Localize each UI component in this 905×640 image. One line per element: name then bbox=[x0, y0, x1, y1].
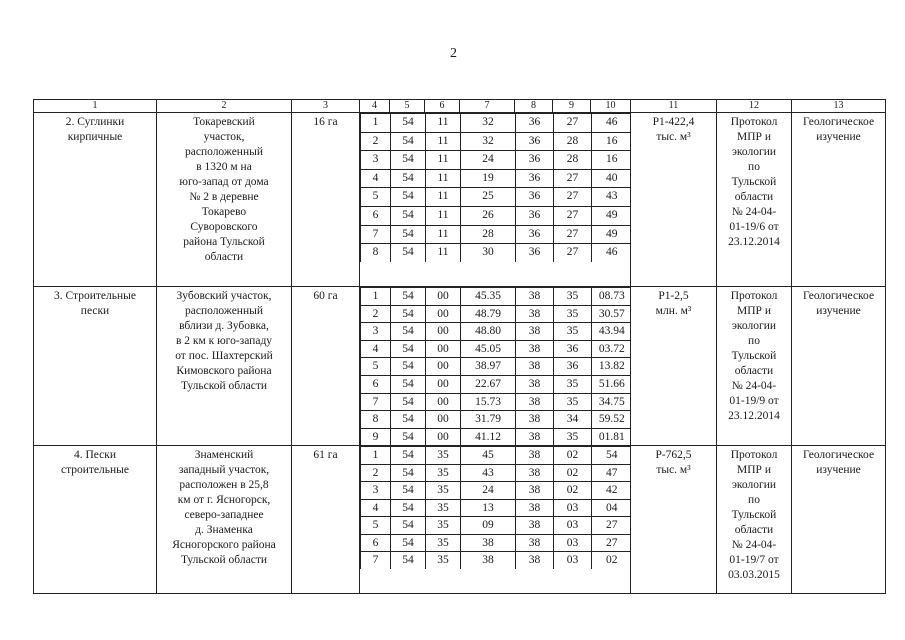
coordinate-value: 01.81 bbox=[592, 428, 631, 445]
column-number: 4 bbox=[360, 100, 390, 113]
protocol-reference-cell bbox=[717, 287, 792, 446]
coordinate-value: 00 bbox=[426, 375, 461, 393]
coordinate-row bbox=[361, 534, 631, 552]
coordinate-value: 35 bbox=[554, 375, 592, 393]
coordinate-row bbox=[361, 288, 631, 306]
coordinate-value: 38 bbox=[516, 552, 554, 569]
coordinate-value: 38 bbox=[516, 358, 554, 376]
coordinate-value: 38 bbox=[516, 534, 554, 552]
coordinate-value: 02 bbox=[554, 464, 592, 482]
coordinate-value: 38 bbox=[516, 323, 554, 341]
license-sites-table bbox=[33, 99, 886, 594]
coordinate-value: 04 bbox=[592, 499, 631, 517]
column-number-row bbox=[34, 100, 886, 113]
resources-estimate-cell bbox=[631, 446, 717, 594]
coordinate-value: 6 bbox=[361, 534, 391, 552]
protocol-reference: Протокол МПР и экологии по Тульской области № 24-04- 01-19/7 от 03.03.2015 bbox=[728, 449, 780, 582]
coordinate-value: 8 bbox=[361, 411, 391, 429]
site-area: 60 га bbox=[313, 290, 338, 302]
coordinate-value: 11 bbox=[426, 151, 461, 170]
coordinate-value: 46 bbox=[592, 244, 631, 262]
coordinate-value: 2 bbox=[361, 132, 391, 151]
column-number: 1 bbox=[34, 100, 157, 113]
coordinate-row bbox=[361, 428, 631, 445]
coordinate-value: 00 bbox=[426, 288, 461, 306]
coordinate-row bbox=[361, 358, 631, 376]
coordinate-value: 45 bbox=[461, 447, 516, 465]
coordinate-value: 38.97 bbox=[461, 358, 516, 376]
coordinate-value: 38 bbox=[516, 428, 554, 445]
corner-coordinates-table bbox=[360, 446, 631, 569]
coordinate-value: 35 bbox=[554, 393, 592, 411]
coordinate-value: 6 bbox=[361, 375, 391, 393]
mineral-type-cell bbox=[34, 113, 157, 287]
coordinate-value: 24 bbox=[461, 482, 516, 500]
coordinate-value: 32 bbox=[461, 132, 516, 151]
coordinate-value: 00 bbox=[426, 323, 461, 341]
site-location-cell bbox=[157, 287, 292, 446]
coordinate-value: 00 bbox=[426, 393, 461, 411]
resources-estimate: Р1-2,5 млн. м³ bbox=[655, 290, 692, 317]
coordinate-value: 42 bbox=[592, 482, 631, 500]
coordinate-value: 35 bbox=[554, 428, 592, 445]
coordinate-value: 36 bbox=[516, 132, 554, 151]
coordinate-value: 26 bbox=[461, 206, 516, 225]
site-area: 16 га bbox=[313, 116, 338, 128]
table-row bbox=[34, 113, 886, 287]
coordinate-value: 54 bbox=[391, 244, 426, 262]
coordinate-value: 35 bbox=[554, 323, 592, 341]
coordinate-value: 36 bbox=[516, 225, 554, 244]
coordinate-value: 11 bbox=[426, 225, 461, 244]
coordinate-value: 13.82 bbox=[592, 358, 631, 376]
corner-coordinates-table bbox=[360, 287, 631, 445]
coordinate-value: 25 bbox=[461, 188, 516, 207]
use-purpose: Геологическое изучение bbox=[802, 449, 875, 477]
coordinate-value: 35 bbox=[426, 534, 461, 552]
coordinate-row bbox=[361, 517, 631, 535]
column-number: 5 bbox=[390, 100, 425, 113]
coordinate-value: 46 bbox=[592, 114, 631, 133]
coordinate-value: 45.35 bbox=[461, 288, 516, 306]
coordinate-value: 1 bbox=[361, 288, 391, 306]
coordinate-value: 00 bbox=[426, 358, 461, 376]
coordinate-value: 54 bbox=[391, 428, 426, 445]
coordinate-value: 6 bbox=[361, 206, 391, 225]
table-body bbox=[34, 100, 886, 594]
coordinate-value: 54 bbox=[391, 188, 426, 207]
coordinate-row bbox=[361, 499, 631, 517]
coordinate-value: 36 bbox=[516, 114, 554, 133]
mineral-type: 4. Пески строительные bbox=[60, 449, 130, 477]
use-purpose-cell bbox=[792, 446, 886, 594]
site-area-cell bbox=[292, 446, 360, 594]
coordinate-value: 7 bbox=[361, 552, 391, 569]
coordinate-value: 15.73 bbox=[461, 393, 516, 411]
coordinate-value: 27 bbox=[554, 169, 592, 188]
coordinate-value: 54 bbox=[391, 552, 426, 569]
coordinate-value: 31.79 bbox=[461, 411, 516, 429]
coordinate-value: 27 bbox=[554, 244, 592, 262]
table-row bbox=[34, 287, 886, 446]
coordinate-value: 40 bbox=[592, 169, 631, 188]
coordinate-value: 36 bbox=[554, 340, 592, 358]
coordinate-value: 34 bbox=[554, 411, 592, 429]
coordinate-value: 54 bbox=[391, 151, 426, 170]
protocol-reference-cell bbox=[717, 446, 792, 594]
column-number: 10 bbox=[591, 100, 631, 113]
coordinate-value: 35 bbox=[426, 482, 461, 500]
coordinate-value: 38 bbox=[516, 464, 554, 482]
coordinate-value: 59.52 bbox=[592, 411, 631, 429]
coordinate-value: 11 bbox=[426, 114, 461, 133]
coordinate-row bbox=[361, 393, 631, 411]
coordinate-value: 36 bbox=[516, 169, 554, 188]
coordinate-value: 38 bbox=[516, 499, 554, 517]
coordinate-value: 03 bbox=[554, 499, 592, 517]
coordinate-value: 8 bbox=[361, 244, 391, 262]
coordinate-value: 38 bbox=[516, 517, 554, 535]
mineral-type-cell bbox=[34, 287, 157, 446]
coordinate-value: 30.57 bbox=[592, 305, 631, 323]
site-location: Зубовский участок, расположенный вблизи д. Зубовка, в 2 км к юго-западу от пос. Шахтерский Кимовского района Тульской области bbox=[175, 290, 273, 392]
coordinate-value: 35 bbox=[554, 305, 592, 323]
use-purpose: Геологическое изучение bbox=[802, 290, 875, 317]
coordinate-value: 09 bbox=[461, 517, 516, 535]
coordinate-value: 41.12 bbox=[461, 428, 516, 445]
coordinate-row bbox=[361, 552, 631, 569]
page-number: 2 bbox=[450, 46, 457, 61]
coordinate-value: 27 bbox=[554, 206, 592, 225]
coordinate-value: 54 bbox=[391, 482, 426, 500]
coordinate-row bbox=[361, 188, 631, 207]
coordinate-value: 19 bbox=[461, 169, 516, 188]
coordinate-value: 35 bbox=[554, 288, 592, 306]
coordinate-value: 3 bbox=[361, 151, 391, 170]
coordinate-value: 38 bbox=[516, 288, 554, 306]
coordinate-value: 1 bbox=[361, 447, 391, 465]
coordinate-row bbox=[361, 411, 631, 429]
coordinate-value: 22.67 bbox=[461, 375, 516, 393]
coordinate-value: 54 bbox=[391, 288, 426, 306]
coordinate-value: 38 bbox=[461, 534, 516, 552]
coordinate-value: 27 bbox=[592, 517, 631, 535]
coordinate-value: 1 bbox=[361, 114, 391, 133]
coordinate-row bbox=[361, 340, 631, 358]
coordinate-value: 13 bbox=[461, 499, 516, 517]
coordinate-value: 9 bbox=[361, 428, 391, 445]
site-area: 61 га bbox=[313, 449, 338, 462]
coordinate-value: 45.05 bbox=[461, 340, 516, 358]
coordinate-row bbox=[361, 305, 631, 323]
coordinate-value: 5 bbox=[361, 188, 391, 207]
coordinate-value: 03 bbox=[554, 534, 592, 552]
coordinate-value: 28 bbox=[461, 225, 516, 244]
coordinate-value: 54 bbox=[391, 411, 426, 429]
coordinate-value: 28 bbox=[554, 132, 592, 151]
coordinate-value: 11 bbox=[426, 188, 461, 207]
coordinate-value: 54 bbox=[391, 375, 426, 393]
coordinate-value: 38 bbox=[516, 411, 554, 429]
coordinate-value: 35 bbox=[426, 499, 461, 517]
coordinate-value: 43.94 bbox=[592, 323, 631, 341]
coordinate-value: 27 bbox=[592, 534, 631, 552]
coordinate-value: 4 bbox=[361, 340, 391, 358]
site-location: Токаревский участок, расположенный в 1320 м на юго-запад от дома № 2 в деревне Токарево Суворовского района Тульской области bbox=[179, 116, 269, 263]
column-number: 6 bbox=[425, 100, 460, 113]
coordinate-value: 54 bbox=[391, 114, 426, 133]
coordinate-value: 7 bbox=[361, 225, 391, 244]
coordinate-value: 4 bbox=[361, 499, 391, 517]
coordinate-value: 35 bbox=[426, 464, 461, 482]
coordinate-row bbox=[361, 169, 631, 188]
coordinate-value: 11 bbox=[426, 132, 461, 151]
use-purpose-cell bbox=[792, 113, 886, 287]
coordinate-value: 00 bbox=[426, 340, 461, 358]
coordinate-value: 34.75 bbox=[592, 393, 631, 411]
coordinate-value: 51.66 bbox=[592, 375, 631, 393]
column-number: 8 bbox=[515, 100, 553, 113]
coordinate-value: 00 bbox=[426, 411, 461, 429]
coordinate-row bbox=[361, 114, 631, 133]
coordinate-value: 02 bbox=[592, 552, 631, 569]
coordinate-value: 38 bbox=[516, 393, 554, 411]
coordinate-value: 38 bbox=[461, 552, 516, 569]
coordinate-value: 54 bbox=[391, 305, 426, 323]
coordinate-value: 38 bbox=[516, 375, 554, 393]
coordinate-value: 2 bbox=[361, 305, 391, 323]
coordinate-value: 5 bbox=[361, 517, 391, 535]
column-number: 7 bbox=[460, 100, 515, 113]
protocol-reference-cell bbox=[717, 113, 792, 287]
coordinate-value: 27 bbox=[554, 188, 592, 207]
coordinate-value: 54 bbox=[391, 499, 426, 517]
column-number: 2 bbox=[157, 100, 292, 113]
coordinate-value: 48.80 bbox=[461, 323, 516, 341]
coordinate-value: 16 bbox=[592, 132, 631, 151]
coordinate-value: 35 bbox=[426, 447, 461, 465]
coordinate-row bbox=[361, 206, 631, 225]
coordinate-value: 27 bbox=[554, 225, 592, 244]
coordinate-value: 11 bbox=[426, 244, 461, 262]
coordinate-value: 36 bbox=[554, 358, 592, 376]
mineral-type: 2. Суглинки кирпичные bbox=[65, 116, 125, 143]
coordinate-value: 38 bbox=[516, 340, 554, 358]
coordinate-value: 43 bbox=[461, 464, 516, 482]
coordinate-value: 47 bbox=[592, 464, 631, 482]
coordinate-value: 36 bbox=[516, 188, 554, 207]
coordinate-value: 54 bbox=[391, 169, 426, 188]
resources-estimate: Р1-422,4 тыс. м³ bbox=[652, 116, 695, 143]
coordinate-value: 38 bbox=[516, 482, 554, 500]
coordinate-value: 49 bbox=[592, 225, 631, 244]
coordinate-value: 36 bbox=[516, 244, 554, 262]
coordinate-row bbox=[361, 464, 631, 482]
coordinate-value: 3 bbox=[361, 323, 391, 341]
site-area-cell bbox=[292, 287, 360, 446]
resources-estimate-cell bbox=[631, 113, 717, 287]
coordinate-value: 36 bbox=[516, 151, 554, 170]
coordinate-value: 54 bbox=[391, 340, 426, 358]
site-location: Знаменский западный участок, расположен в 25,8 км от г. Ясногорск, северо-западнее д. Знаменка Ясногорского района Тульской области bbox=[172, 449, 276, 567]
coordinate-value: 38 bbox=[516, 305, 554, 323]
coordinate-value: 54 bbox=[391, 225, 426, 244]
coordinate-row bbox=[361, 447, 631, 465]
coordinate-value: 54 bbox=[391, 393, 426, 411]
coordinate-value: 11 bbox=[426, 206, 461, 225]
resources-estimate: Р-762,5 тыс. м³ bbox=[655, 449, 692, 477]
coordinate-value: 54 bbox=[391, 534, 426, 552]
coordinate-value: 00 bbox=[426, 305, 461, 323]
coordinate-value: 54 bbox=[391, 132, 426, 151]
coordinate-value: 54 bbox=[391, 206, 426, 225]
coordinates-cell bbox=[360, 113, 631, 287]
use-purpose-cell bbox=[792, 287, 886, 446]
resources-estimate-cell bbox=[631, 287, 717, 446]
coordinate-value: 54 bbox=[391, 358, 426, 376]
coordinate-value: 54 bbox=[391, 517, 426, 535]
coordinate-value: 16 bbox=[592, 151, 631, 170]
coordinate-value: 35 bbox=[426, 517, 461, 535]
coordinate-value: 54 bbox=[391, 323, 426, 341]
coordinate-value: 03.72 bbox=[592, 340, 631, 358]
protocol-reference: Протокол МПР и экологии по Тульской области № 24-04- 01-19/6 от 23.12.2014 bbox=[728, 116, 780, 248]
column-number: 12 bbox=[717, 100, 792, 113]
coordinate-value: 03 bbox=[554, 552, 592, 569]
coordinate-row bbox=[361, 132, 631, 151]
coordinate-value: 38 bbox=[516, 447, 554, 465]
coordinate-value: 7 bbox=[361, 393, 391, 411]
coordinate-value: 2 bbox=[361, 464, 391, 482]
coordinate-value: 54 bbox=[391, 447, 426, 465]
site-location-cell bbox=[157, 446, 292, 594]
corner-coordinates-table bbox=[360, 113, 631, 262]
column-number: 3 bbox=[292, 100, 360, 113]
coordinate-value: 02 bbox=[554, 482, 592, 500]
coordinates-cell bbox=[360, 446, 631, 594]
coordinate-row bbox=[361, 323, 631, 341]
coordinate-value: 00 bbox=[426, 428, 461, 445]
site-location-cell bbox=[157, 113, 292, 287]
coordinate-value: 24 bbox=[461, 151, 516, 170]
coordinate-value: 11 bbox=[426, 169, 461, 188]
column-number: 13 bbox=[792, 100, 886, 113]
coordinate-value: 54 bbox=[391, 464, 426, 482]
coordinate-value: 28 bbox=[554, 151, 592, 170]
column-number: 9 bbox=[553, 100, 591, 113]
coordinate-row bbox=[361, 375, 631, 393]
mineral-type-cell bbox=[34, 446, 157, 594]
coordinate-value: 4 bbox=[361, 169, 391, 188]
coordinate-value: 3 bbox=[361, 482, 391, 500]
coordinate-value: 27 bbox=[554, 114, 592, 133]
coordinate-row bbox=[361, 225, 631, 244]
coordinate-value: 30 bbox=[461, 244, 516, 262]
column-number: 11 bbox=[631, 100, 717, 113]
coordinate-value: 02 bbox=[554, 447, 592, 465]
site-area-cell bbox=[292, 113, 360, 287]
coordinate-value: 32 bbox=[461, 114, 516, 133]
coordinate-value: 35 bbox=[426, 552, 461, 569]
coordinate-value: 43 bbox=[592, 188, 631, 207]
coordinate-row bbox=[361, 151, 631, 170]
coordinate-row bbox=[361, 482, 631, 500]
coordinate-row bbox=[361, 244, 631, 262]
coordinate-value: 03 bbox=[554, 517, 592, 535]
table-row bbox=[34, 446, 886, 594]
mineral-type: 3. Строительные пески bbox=[54, 290, 136, 317]
coordinate-value: 5 bbox=[361, 358, 391, 376]
coordinate-value: 49 bbox=[592, 206, 631, 225]
coordinate-value: 54 bbox=[592, 447, 631, 465]
coordinate-value: 36 bbox=[516, 206, 554, 225]
coordinate-value: 48.79 bbox=[461, 305, 516, 323]
use-purpose: Геологическое изучение bbox=[802, 116, 875, 143]
coordinates-cell bbox=[360, 287, 631, 446]
coordinate-value: 08.73 bbox=[592, 288, 631, 306]
protocol-reference: Протокол МПР и экологии по Тульской области № 24-04- 01-19/9 от 23.12.2014 bbox=[728, 290, 780, 422]
